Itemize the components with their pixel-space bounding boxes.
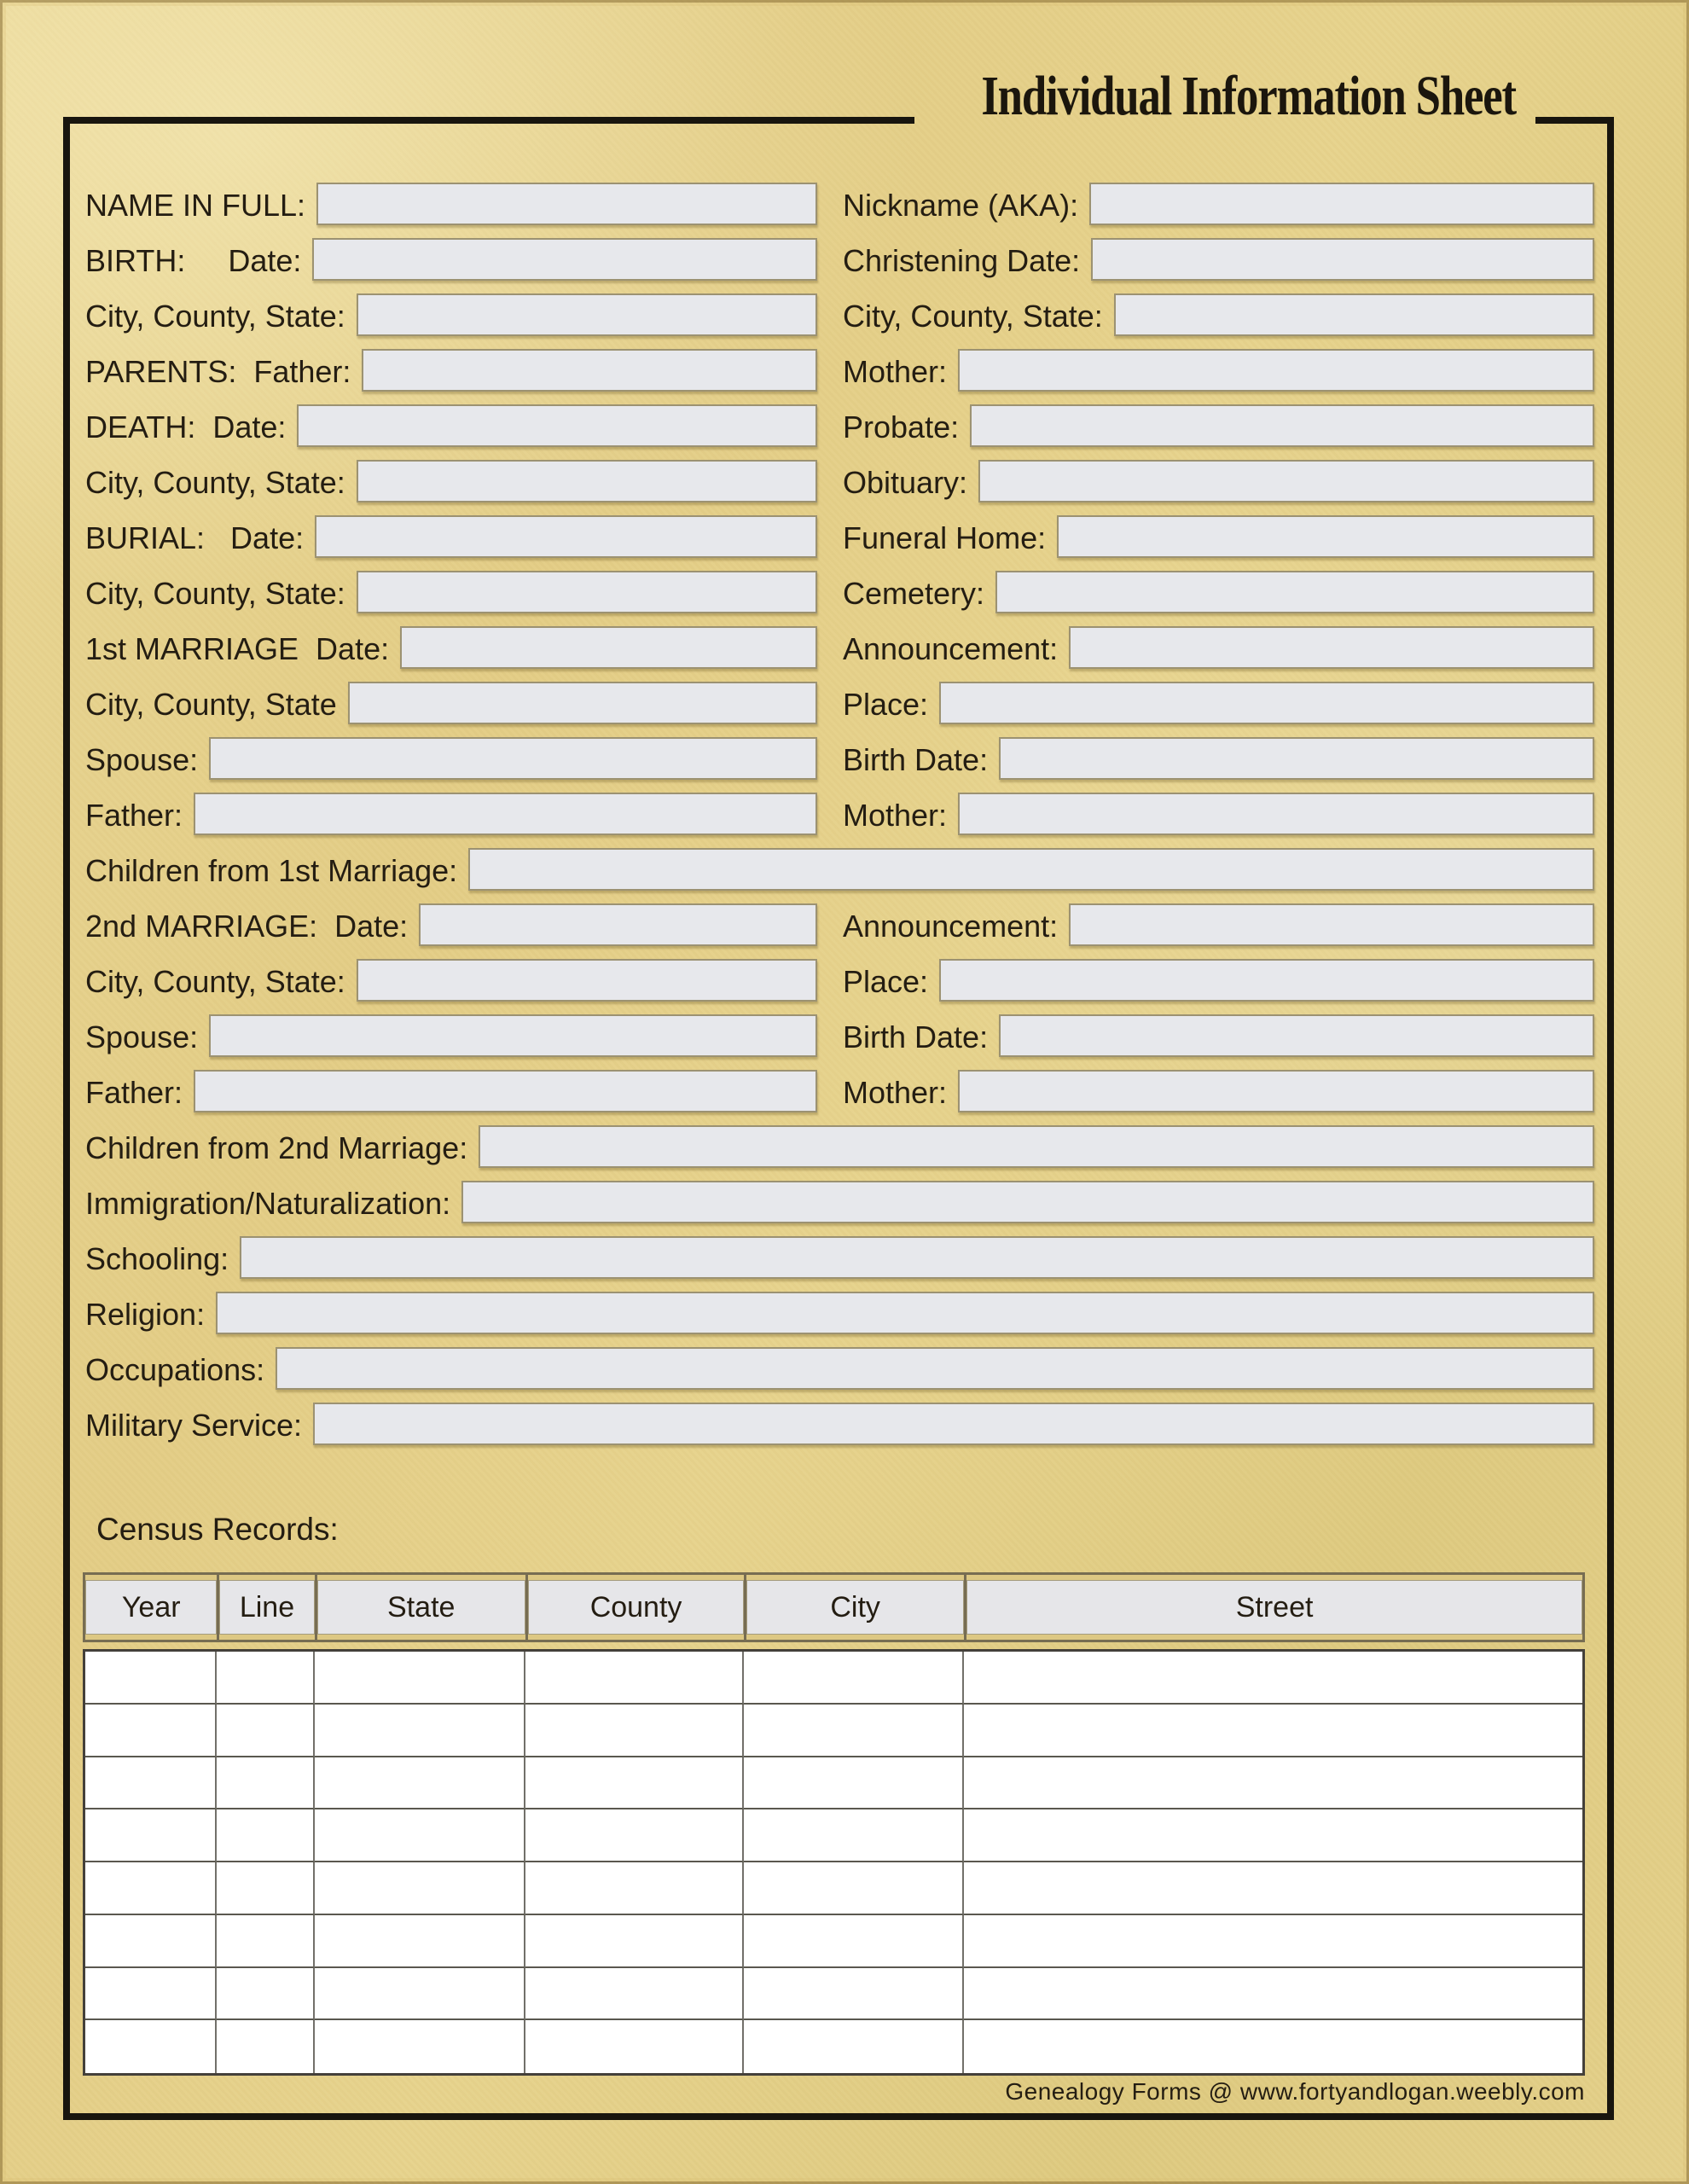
field-label-occupations: Occupations: xyxy=(85,1352,265,1387)
field-marriage1-spouse-mother[interactable] xyxy=(958,793,1594,835)
field-obituary[interactable] xyxy=(978,460,1594,502)
form-field-group-marriage1-spouse xyxy=(85,737,817,780)
field-nickname-aka[interactable] xyxy=(1089,183,1594,225)
census-cell[interactable] xyxy=(744,1915,964,1968)
form-field-group-marriage2-city-county-state xyxy=(85,959,817,1002)
field-label-marriage2-place: Place: xyxy=(843,964,929,999)
census-cell[interactable] xyxy=(744,1968,964,2021)
form-fields-area xyxy=(85,183,1594,1458)
field-label-parents-mother: Mother: xyxy=(843,354,948,389)
census-cell[interactable] xyxy=(964,1652,1582,1705)
field-death-date[interactable] xyxy=(297,404,817,447)
census-col-label-line: Line xyxy=(219,1580,314,1635)
form-row xyxy=(85,959,1594,1002)
field-religion[interactable] xyxy=(216,1292,1594,1334)
census-cell[interactable] xyxy=(964,1968,1582,2021)
census-col-label-city: City xyxy=(746,1580,964,1635)
census-cell[interactable] xyxy=(964,2020,1582,2073)
form-field-group-birth-date xyxy=(85,238,817,281)
census-cell[interactable] xyxy=(217,2020,314,2073)
field-marriage2-spouse[interactable] xyxy=(209,1014,817,1057)
field-immigration-naturalization[interactable] xyxy=(461,1181,1594,1223)
page-title-text: Individual Information Sheet xyxy=(981,65,1516,127)
census-cell[interactable] xyxy=(964,1862,1582,1915)
census-cell[interactable] xyxy=(744,1809,964,1862)
census-col-label-year: Year xyxy=(85,1580,217,1635)
form-row xyxy=(85,571,1594,613)
field-marriage1-city-county-state[interactable] xyxy=(348,682,817,724)
form-field-group-occupations xyxy=(85,1347,1594,1390)
form-field-group-marriage1-spouse-father xyxy=(85,793,817,835)
census-cell[interactable] xyxy=(85,2020,217,2073)
census-header-row xyxy=(83,1572,1585,1642)
field-marriage2-date[interactable] xyxy=(419,903,817,946)
form-row xyxy=(85,460,1594,502)
field-schooling[interactable] xyxy=(240,1236,1594,1279)
field-marriage2-place[interactable] xyxy=(939,959,1594,1002)
form-row xyxy=(85,903,1594,946)
footer-credit: Genealogy Forms @ www.fortyandlogan.weebly.com xyxy=(1005,2078,1585,2105)
field-label-funeral-home: Funeral Home: xyxy=(843,520,1047,555)
field-label-marriage2-announcement: Announcement: xyxy=(843,909,1059,944)
form-row xyxy=(85,1181,1594,1223)
field-label-marriage1-place: Place: xyxy=(843,687,929,722)
form-field-group-marriage2-spouse-mother xyxy=(843,1070,1594,1112)
field-marriage2-spouse-father[interactable] xyxy=(194,1070,817,1112)
census-cell[interactable] xyxy=(217,1915,314,1968)
form-row xyxy=(85,404,1594,447)
form-row xyxy=(85,1070,1594,1112)
form-field-group-christening-city-county-state xyxy=(843,293,1594,336)
form-field-group-children-from-1st-marriage xyxy=(85,848,1594,891)
field-label-marriage1-spouse-mother: Mother: xyxy=(843,798,948,833)
form-field-group-marriage1-spouse-birth-date xyxy=(843,737,1594,780)
field-label-children-from-2nd-marriage: Children from 2nd Marriage: xyxy=(85,1130,468,1165)
form-field-group-religion xyxy=(85,1292,1594,1334)
field-label-religion: Religion: xyxy=(85,1297,206,1332)
census-cell[interactable] xyxy=(85,1705,217,1757)
field-marriage1-announcement[interactable] xyxy=(1069,626,1594,669)
form-field-group-military-service xyxy=(85,1403,1594,1445)
field-label-birth-city-county-state: City, County, State: xyxy=(85,299,345,334)
form-row xyxy=(85,1014,1594,1057)
census-col-label-state: State xyxy=(317,1580,525,1635)
field-label-nickname-aka: Nickname (AKA): xyxy=(843,188,1079,223)
field-children-from-2nd-marriage[interactable] xyxy=(479,1125,1594,1168)
field-label-birth-date: BIRTH: Date: xyxy=(85,243,302,278)
form-row xyxy=(85,848,1594,891)
form-field-group-christening-date xyxy=(843,238,1594,281)
field-label-military-service: Military Service: xyxy=(85,1408,303,1443)
census-cell[interactable] xyxy=(315,1705,525,1757)
census-records-table xyxy=(83,1572,1585,2076)
census-cell[interactable] xyxy=(85,1652,217,1705)
form-field-group-marriage2-announcement xyxy=(843,903,1594,946)
form-field-group-birth-city-county-state xyxy=(85,293,817,336)
census-cell[interactable] xyxy=(217,1757,314,1810)
census-cell[interactable] xyxy=(525,1757,744,1810)
form-row xyxy=(85,238,1594,281)
field-label-immigration-naturalization: Immigration/Naturalization: xyxy=(85,1186,451,1221)
form-field-group-name-in-full xyxy=(85,183,817,225)
census-body-grid xyxy=(83,1649,1585,2076)
census-cell[interactable] xyxy=(525,1809,744,1862)
form-field-group-nickname-aka xyxy=(843,183,1594,225)
field-label-probate: Probate: xyxy=(843,410,960,444)
form-field-group-death-date xyxy=(85,404,817,447)
census-cell[interactable] xyxy=(85,1915,217,1968)
census-cell[interactable] xyxy=(964,1757,1582,1810)
field-marriage1-date[interactable] xyxy=(400,626,817,669)
census-cell[interactable] xyxy=(744,1862,964,1915)
form-field-group-marriage2-place xyxy=(843,959,1594,1002)
field-label-cemetery: Cemetery: xyxy=(843,576,985,611)
census-cell[interactable] xyxy=(315,1809,525,1862)
census-cell[interactable] xyxy=(525,1862,744,1915)
form-field-group-children-from-2nd-marriage xyxy=(85,1125,1594,1168)
census-col-state xyxy=(315,1575,525,1640)
census-cell[interactable] xyxy=(217,1862,314,1915)
census-records-label: Census Records: xyxy=(96,1512,339,1547)
census-col-label-county: County xyxy=(528,1580,744,1635)
form-field-group-marriage2-spouse-birth-date xyxy=(843,1014,1594,1057)
field-label-marriage2-spouse-birth-date: Birth Date: xyxy=(843,1019,989,1054)
field-label-christening-date: Christening Date: xyxy=(843,243,1081,278)
census-cell[interactable] xyxy=(744,2020,964,2073)
census-cell[interactable] xyxy=(964,1915,1582,1968)
field-funeral-home[interactable] xyxy=(1057,515,1594,558)
field-label-marriage1-spouse-father: Father: xyxy=(85,798,183,833)
field-label-marriage1-city-county-state: City, County, State xyxy=(85,687,337,722)
field-label-marriage1-spouse-birth-date: Birth Date: xyxy=(843,742,989,777)
form-field-group-marriage1-city-county-state xyxy=(85,682,817,724)
form-field-group-burial-city-county-state xyxy=(85,571,817,613)
census-col-city xyxy=(744,1575,964,1640)
form-field-group-marriage2-date xyxy=(85,903,817,946)
form-row xyxy=(85,682,1594,724)
field-label-death-city-county-state: City, County, State: xyxy=(85,465,345,500)
census-col-line xyxy=(217,1575,314,1640)
form-row xyxy=(85,515,1594,558)
census-cell[interactable] xyxy=(525,2020,744,2073)
form-row xyxy=(85,793,1594,835)
frame-top-line-left xyxy=(63,117,914,124)
field-cemetery[interactable] xyxy=(995,571,1594,613)
form-field-group-burial-date xyxy=(85,515,817,558)
census-cell[interactable] xyxy=(85,1862,217,1915)
field-label-name-in-full: NAME IN FULL: xyxy=(85,188,306,223)
field-label-marriage2-spouse: Spouse: xyxy=(85,1019,199,1054)
form-row xyxy=(85,349,1594,392)
form-field-group-marriage2-spouse-father xyxy=(85,1070,817,1112)
form-field-group-parents-father xyxy=(85,349,817,392)
form-row xyxy=(85,1347,1594,1390)
form-row xyxy=(85,1125,1594,1168)
form-field-group-cemetery xyxy=(843,571,1594,613)
field-children-from-1st-marriage[interactable] xyxy=(468,848,1594,891)
census-cell[interactable] xyxy=(217,1652,314,1705)
form-field-group-parents-mother xyxy=(843,349,1594,392)
form-field-group-marriage1-spouse-mother xyxy=(843,793,1594,835)
field-marriage2-announcement[interactable] xyxy=(1069,903,1594,946)
field-label-marriage2-spouse-mother: Mother: xyxy=(843,1075,948,1110)
census-col-street xyxy=(964,1575,1582,1640)
form-field-group-marriage1-announcement xyxy=(843,626,1594,669)
field-parents-father[interactable] xyxy=(362,349,817,392)
field-marriage2-spouse-birth-date[interactable] xyxy=(999,1014,1594,1057)
census-cell[interactable] xyxy=(525,1915,744,1968)
census-cell[interactable] xyxy=(315,1757,525,1810)
field-label-obituary: Obituary: xyxy=(843,465,968,500)
field-name-in-full[interactable] xyxy=(316,183,817,225)
census-col-label-street: Street xyxy=(966,1580,1582,1635)
census-cell[interactable] xyxy=(217,1968,314,2021)
field-death-city-county-state[interactable] xyxy=(357,460,817,502)
census-cell[interactable] xyxy=(315,1968,525,2021)
form-row xyxy=(85,626,1594,669)
form-field-group-marriage2-spouse xyxy=(85,1014,817,1057)
field-birth-city-county-state[interactable] xyxy=(357,293,817,336)
field-birth-date[interactable] xyxy=(312,238,817,281)
field-probate[interactable] xyxy=(970,404,1594,447)
census-cell[interactable] xyxy=(964,1809,1582,1862)
form-field-group-probate xyxy=(843,404,1594,447)
form-field-group-marriage1-place xyxy=(843,682,1594,724)
field-label-burial-date: BURIAL: Date: xyxy=(85,520,305,555)
form-row xyxy=(85,1236,1594,1279)
field-burial-date[interactable] xyxy=(315,515,817,558)
form-row xyxy=(85,1403,1594,1445)
page-title xyxy=(914,65,1535,128)
census-cell[interactable] xyxy=(217,1809,314,1862)
field-label-death-date: DEATH: Date: xyxy=(85,410,287,444)
field-label-marriage2-city-county-state: City, County, State: xyxy=(85,964,345,999)
census-cell[interactable] xyxy=(85,1968,217,2021)
field-label-christening-city-county-state: City, County, State: xyxy=(843,299,1103,334)
form-row xyxy=(85,1292,1594,1334)
field-occupations[interactable] xyxy=(276,1347,1594,1390)
field-parents-mother[interactable] xyxy=(958,349,1594,392)
field-marriage1-spouse-birth-date[interactable] xyxy=(999,737,1594,780)
field-marriage1-spouse[interactable] xyxy=(209,737,817,780)
census-cell[interactable] xyxy=(315,2020,525,2073)
field-marriage1-spouse-father[interactable] xyxy=(194,793,817,835)
field-label-marriage1-spouse: Spouse: xyxy=(85,742,199,777)
census-col-year xyxy=(85,1575,217,1640)
form-field-group-obituary xyxy=(843,460,1594,502)
field-label-children-from-1st-marriage: Children from 1st Marriage: xyxy=(85,853,458,888)
census-cell[interactable] xyxy=(744,1652,964,1705)
form-row xyxy=(85,737,1594,780)
census-cell[interactable] xyxy=(85,1809,217,1862)
census-cell[interactable] xyxy=(217,1705,314,1757)
form-field-group-marriage1-date xyxy=(85,626,817,669)
form-row xyxy=(85,183,1594,225)
census-cell[interactable] xyxy=(85,1757,217,1810)
census-cell[interactable] xyxy=(525,1705,744,1757)
census-cell[interactable] xyxy=(525,1652,744,1705)
census-cell[interactable] xyxy=(315,1652,525,1705)
field-burial-city-county-state[interactable] xyxy=(357,571,817,613)
form-row xyxy=(85,293,1594,336)
form-field-group-schooling xyxy=(85,1236,1594,1279)
frame-top-line-right xyxy=(1535,117,1614,124)
field-christening-date[interactable] xyxy=(1091,238,1594,281)
field-marriage2-city-county-state[interactable] xyxy=(357,959,817,1002)
field-label-marriage2-date: 2nd MARRIAGE: Date: xyxy=(85,909,409,944)
field-label-marriage1-announcement: Announcement: xyxy=(843,631,1059,666)
form-field-group-funeral-home xyxy=(843,515,1594,558)
field-marriage1-place[interactable] xyxy=(939,682,1594,724)
field-label-marriage2-spouse-father: Father: xyxy=(85,1075,183,1110)
census-cell[interactable] xyxy=(744,1757,964,1810)
census-col-county xyxy=(525,1575,744,1640)
field-label-schooling: Schooling: xyxy=(85,1241,229,1276)
field-christening-city-county-state[interactable] xyxy=(1114,293,1594,336)
field-military-service[interactable] xyxy=(313,1403,1594,1445)
form-field-group-death-city-county-state xyxy=(85,460,817,502)
field-label-burial-city-county-state: City, County, State: xyxy=(85,576,345,611)
census-cell[interactable] xyxy=(525,1968,744,2021)
census-cell[interactable] xyxy=(964,1705,1582,1757)
form-field-group-immigration-naturalization xyxy=(85,1181,1594,1223)
field-marriage2-spouse-mother[interactable] xyxy=(958,1070,1594,1112)
census-cell[interactable] xyxy=(744,1705,964,1757)
field-label-parents-father: PARENTS: Father: xyxy=(85,354,351,389)
field-label-marriage1-date: 1st MARRIAGE Date: xyxy=(85,631,390,666)
census-cell[interactable] xyxy=(315,1862,525,1915)
census-cell[interactable] xyxy=(315,1915,525,1968)
